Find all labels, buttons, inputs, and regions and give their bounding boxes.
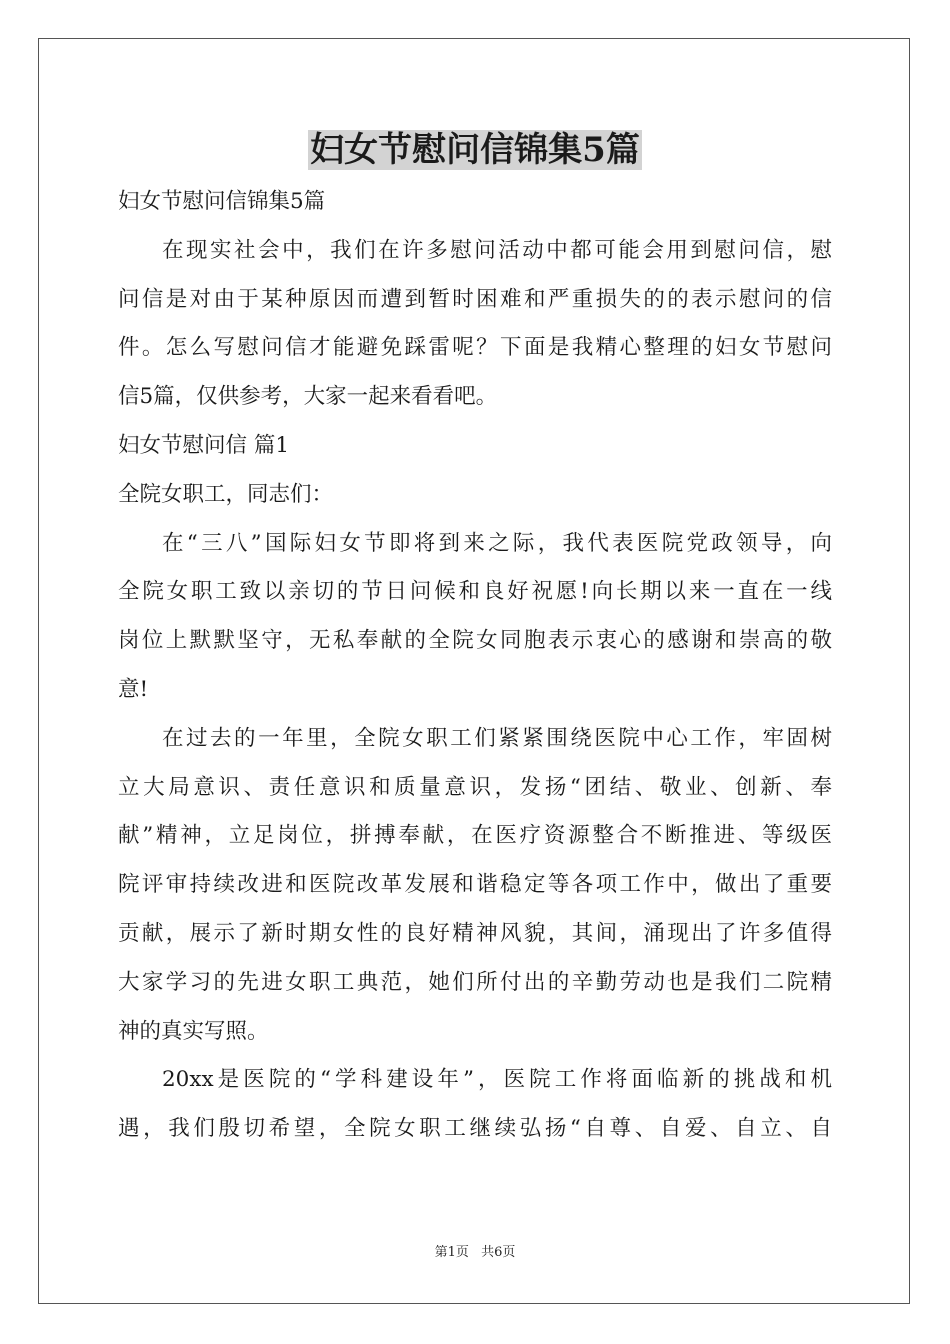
page-total: 共6页 bbox=[481, 1245, 516, 1260]
page-number: 第1页 bbox=[434, 1245, 469, 1260]
text-line: 院评审持续改进和医院改革发展和谐稳定等各项工作中，做出了重要 bbox=[118, 872, 832, 898]
text-line: 立大局意识、责任意识和质量意识，发扬“团结、敬业、创新、奉 bbox=[118, 774, 832, 800]
text-line: 在“三八”国际妇女节即将到来之际，我代表医院党政领导，向 bbox=[162, 530, 832, 556]
text-line: 神的真实写照。 bbox=[118, 1018, 269, 1044]
text-line: 献”精神，立足岗位，拼搏奉献，在医疗资源整合不断推进、等级医 bbox=[118, 823, 832, 849]
text-line: 遇，我们殷切希望，全院女职工继续弘扬“自尊、自爱、自立、自 bbox=[118, 1116, 832, 1142]
text-line: 贡献，展示了新时期女性的良好精神风貌，其间，涌现出了许多值得 bbox=[118, 920, 832, 946]
text-line: 信5篇，仅供参考，大家一起来看看吧。 bbox=[118, 384, 498, 410]
document-title bbox=[0, 126, 950, 174]
text-line: 在过去的一年里，全院女职工们紧紧围绕医院中心工作，牢固树 bbox=[162, 725, 832, 751]
text-line: 妇女节慰问信锦集5篇 bbox=[118, 189, 326, 214]
text-line: 妇女节慰问信 篇1 bbox=[118, 432, 290, 458]
text-line: 问信是对由于某种原因而遭到暂时困难和严重损失的的表示慰问的信 bbox=[118, 286, 832, 312]
text-line: 20xx是医院的“学科建设年”，医院工作将面临新的挑战和机 bbox=[162, 1067, 832, 1093]
text-line: 全院女职工致以亲切的节日问候和良好祝愿!向长期以来一直在一线 bbox=[118, 579, 832, 605]
text-line: 件。怎么写慰问信才能避免踩雷呢？下面是我精心整理的妇女节慰问 bbox=[118, 335, 832, 361]
text-line: 全院女职工，同志们： bbox=[118, 481, 334, 507]
text-line: 在现实社会中，我们在许多慰问活动中都可能会用到慰问信，慰 bbox=[162, 237, 832, 263]
text-line: 意! bbox=[118, 676, 149, 702]
text-line: 大家学习的先进女职工典范，她们所付出的辛勤劳动也是我们二院精 bbox=[118, 969, 832, 995]
document-body bbox=[118, 178, 832, 1154]
text-line: 岗位上默默坚守，无私奉献的全院女同胞表示衷心的感谢和崇高的敬 bbox=[118, 628, 832, 654]
document-title-text: 妇女节慰问信锦集5篇 bbox=[310, 130, 640, 170]
page-footer bbox=[0, 1244, 950, 1262]
